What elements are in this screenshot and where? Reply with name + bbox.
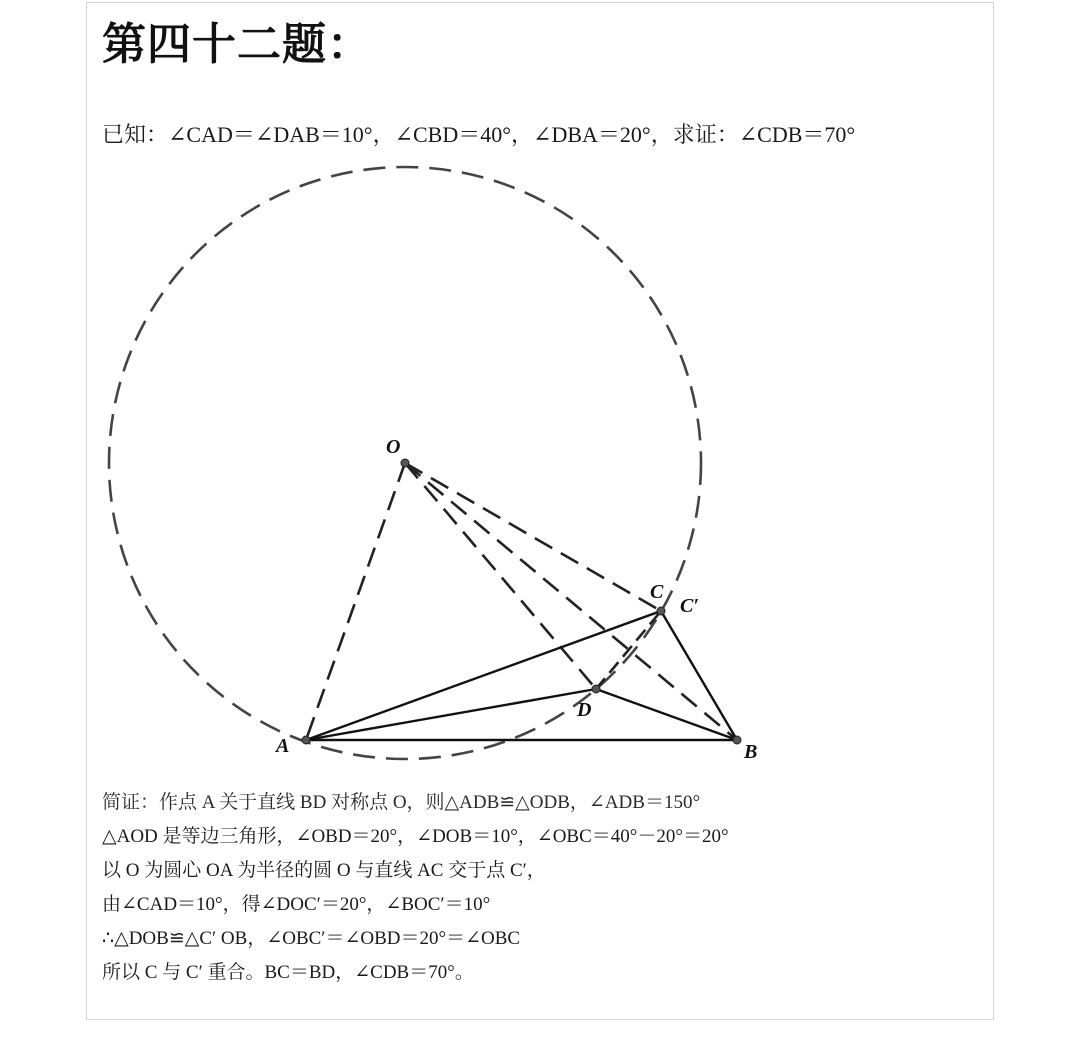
problem-given-statement: 已知：∠CAD＝∠DAB＝10°，∠CBD＝40°，∠DBA＝20°，求证：∠CDB＝70° [102,122,856,147]
proof-line-4: 由∠CAD＝10°，得∠DOC′＝20°，∠BOC′＝10° [102,894,491,915]
segment-o-d [405,463,596,689]
segment-d-b [596,689,737,740]
point-o [401,459,409,467]
segment-o-c [405,463,661,611]
proof-line-5: ∴△DOB≌△C′ OB，∠OBC′＝∠OBD＝20°＝∠OBC [102,928,521,949]
point-b [733,736,741,744]
label-b: B [744,741,758,763]
proof-section [102,786,962,990]
label-c-prime: C′ [680,595,699,617]
segment-a-c [306,611,661,740]
proof-line-1: 简证：作点 A 关于直线 BD 对称点 O，则△ADB≌△ODB，∠ADB＝150° [102,792,701,813]
problem-title: 第四十二题： [102,19,372,70]
segment-o-a [306,463,405,740]
segment-a-d [306,689,596,740]
segment-c-b [661,611,737,740]
label-o: O [386,436,401,458]
label-a: A [276,735,290,757]
point-c [657,607,665,615]
point-d [592,685,600,693]
label-c: C [650,581,664,603]
point-a [302,736,310,744]
proof-line-3: 以 O 为圆心 OA 为半径的圆 O 与直线 AC 交于点 C′， [102,860,546,881]
proof-line-6: 所以 C 与 C′ 重合。BC＝BD，∠CDB＝70°。 [102,962,474,983]
label-d: D [577,699,592,721]
proof-line-2: △AOD 是等边三角形，∠OBD＝20°，∠DOB＝10°，∠OBC＝40°－20°＝20° [102,826,729,847]
